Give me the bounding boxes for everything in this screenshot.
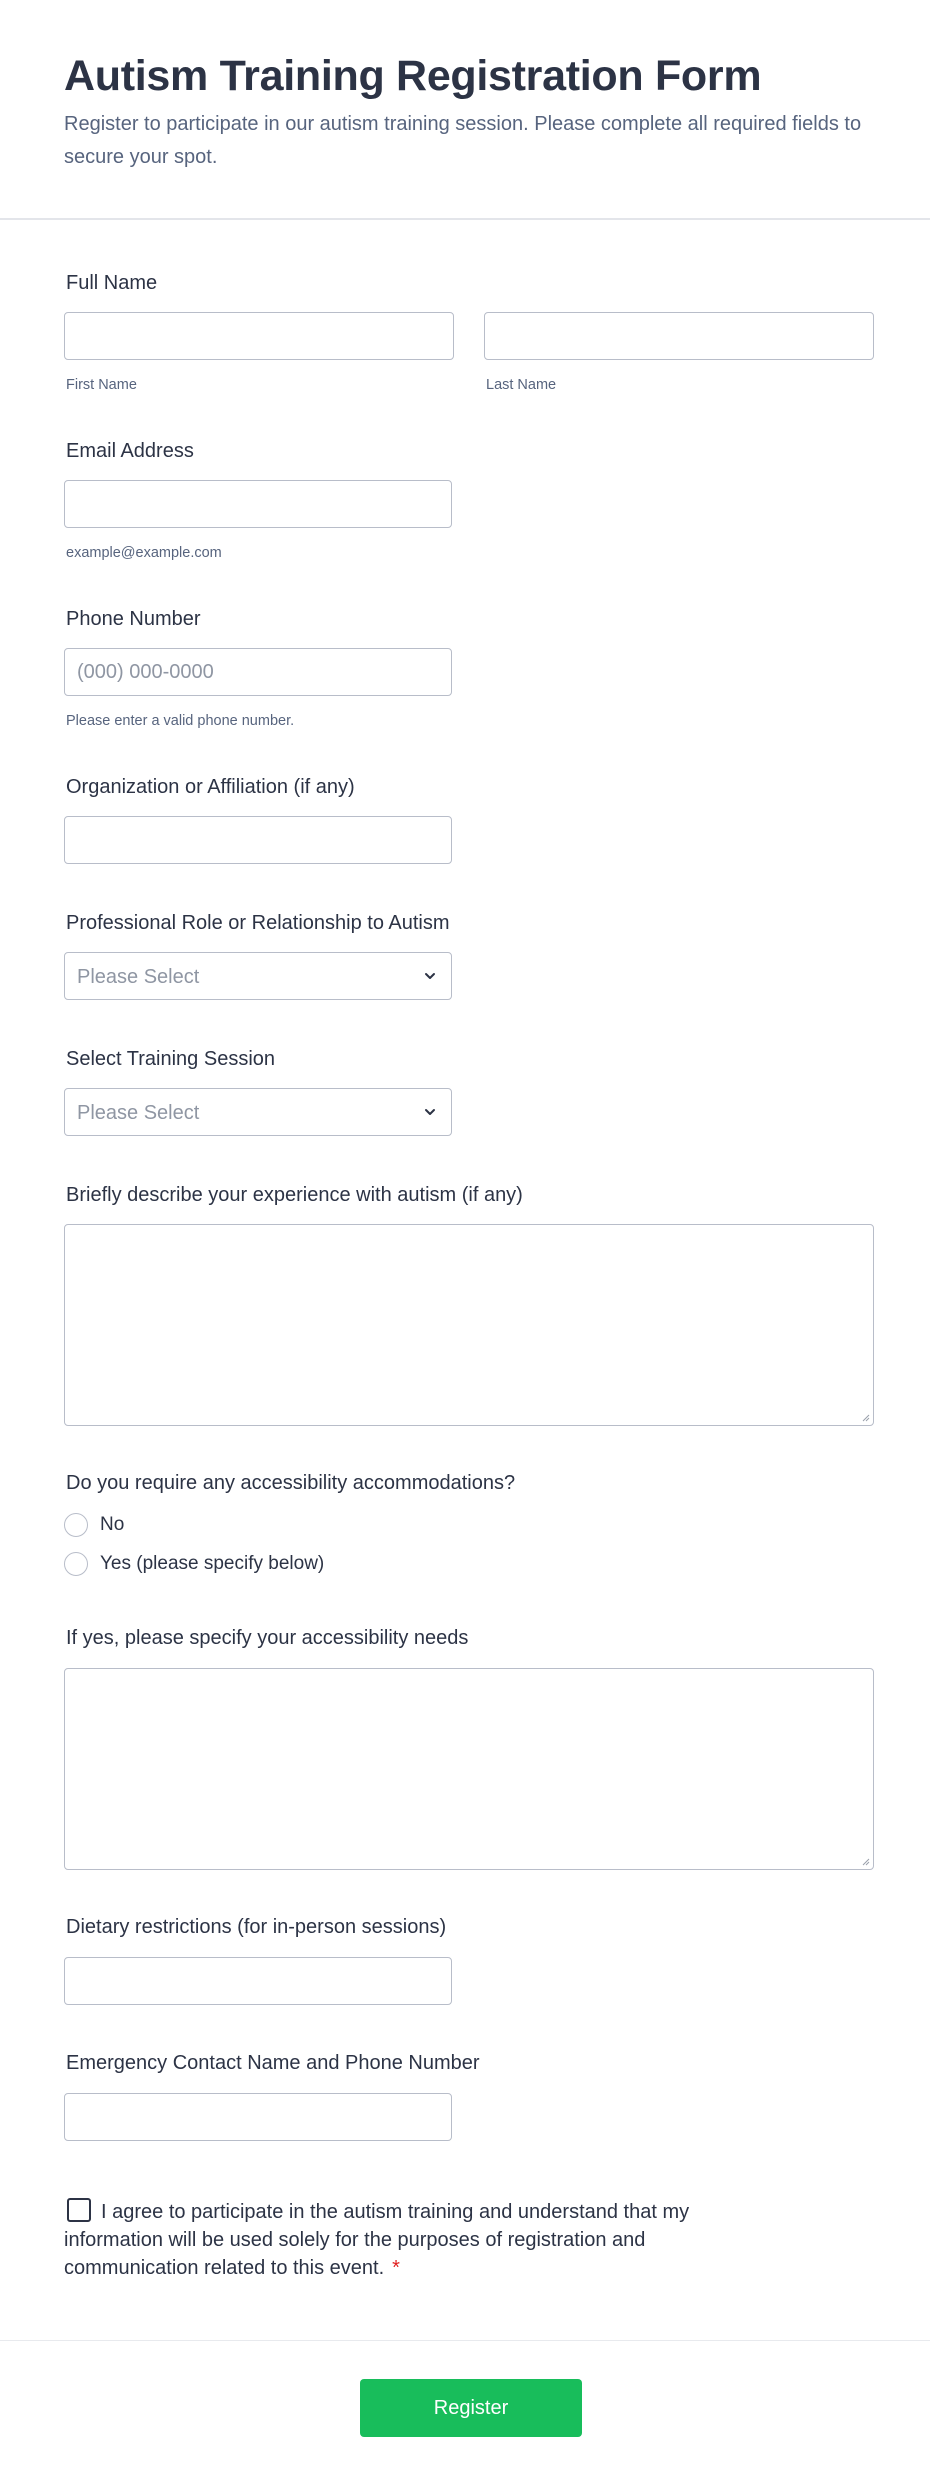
email-sublabel: example@example.com	[66, 545, 222, 561]
last-name-sublabel: Last Name	[486, 377, 557, 393]
resize-grip-icon[interactable]	[860, 1412, 870, 1422]
required-asterisk: *	[392, 2257, 400, 2279]
radio-no[interactable]	[64, 1513, 88, 1537]
email-input[interactable]	[64, 480, 452, 528]
dietary-input[interactable]	[64, 1957, 452, 2005]
accessibility-needs-textarea[interactable]	[64, 1668, 874, 1870]
phone-label: Phone Number	[66, 608, 201, 630]
email-label: Email Address	[66, 440, 194, 462]
session-select[interactable]	[64, 1088, 452, 1136]
first-name-input[interactable]	[64, 312, 454, 360]
accessibility-needs-label: If yes, please specify your accessibility needs	[66, 1627, 469, 1649]
radio-label-yes: Yes (please specify below)	[100, 1553, 325, 1574]
radio-label-no: No	[100, 1514, 125, 1535]
first-name-sublabel: First Name	[66, 377, 137, 393]
full-name-label: Full Name	[66, 272, 158, 294]
form-header	[0, 0, 930, 220]
phone-sublabel: Please enter a valid phone number.	[66, 713, 295, 729]
consent-text: I agree to participate in the autism training and understand that my information will be used solely for the purposes of registration and communication related to this event.	[64, 2201, 690, 2279]
session-label: Select Training Session	[66, 1048, 276, 1070]
last-name-input[interactable]	[484, 312, 874, 360]
radio-yes[interactable]	[64, 1552, 88, 1576]
accommodations-label: Do you require any accessibility accommodations?	[66, 1472, 516, 1494]
chevron-down-icon	[423, 1105, 437, 1119]
experience-textarea[interactable]	[64, 1224, 874, 1426]
emergency-contact-label: Emergency Contact Name and Phone Number	[66, 2052, 480, 2074]
dietary-label: Dietary restrictions (for in-person sessions)	[66, 1916, 447, 1938]
chevron-down-icon	[423, 969, 437, 983]
role-label: Professional Role or Relationship to Autism	[66, 912, 450, 934]
emergency-contact-input[interactable]	[64, 2093, 452, 2141]
experience-label: Briefly describe your experience with autism (if any)	[66, 1184, 523, 1206]
role-select[interactable]	[64, 952, 452, 1000]
form-subtitle: Register to participate in our autism training session. Please complete all required fields to secure your spot.	[64, 113, 862, 168]
resize-grip-icon[interactable]	[860, 1856, 870, 1866]
consent-block	[64, 2198, 784, 2282]
phone-input[interactable]	[64, 648, 452, 696]
role-select-value: Please Select	[77, 966, 200, 988]
organization-input[interactable]	[64, 816, 452, 864]
form-footer	[0, 2340, 930, 2488]
session-select-value: Please Select	[77, 1102, 200, 1124]
organization-label: Organization or Affiliation (if any)	[66, 776, 355, 798]
register-button[interactable]: Register	[360, 2379, 582, 2437]
form-title: Autism Training Registration Form	[64, 52, 762, 100]
consent-checkbox[interactable]	[67, 2198, 91, 2222]
